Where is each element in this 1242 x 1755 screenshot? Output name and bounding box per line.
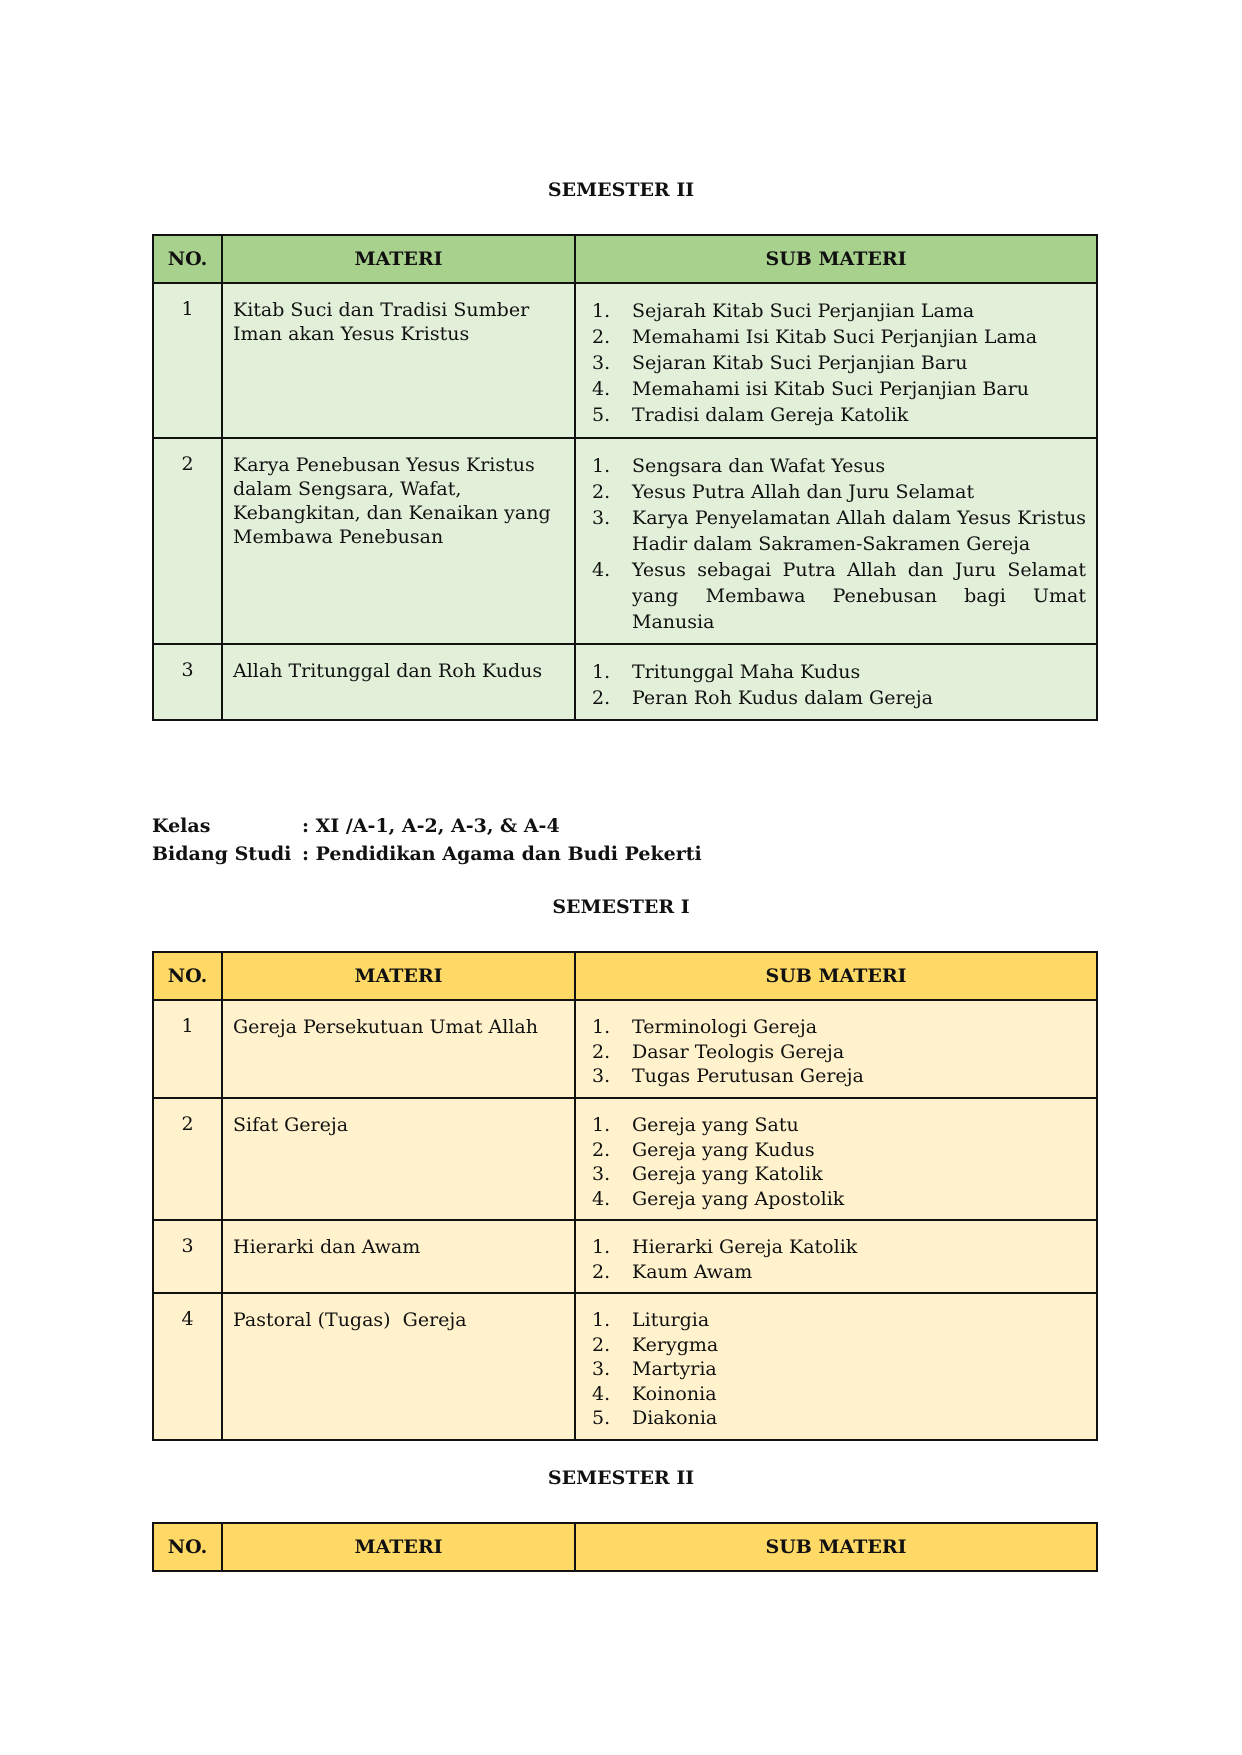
kelas-value: : XI /A-1, A-2, A-3, & A-4 xyxy=(302,815,560,837)
table-row xyxy=(153,283,1097,438)
list-item: 2. Kerygma xyxy=(592,1333,719,1356)
materi-cell: Karya Penebusan Yesus Kristus dalam Sengsara, Wafat, Kebangkitan, dan Kenaikan yang Membawa Penebusan xyxy=(222,438,575,644)
sub-materi-list xyxy=(590,1235,1086,1284)
list-item: 4. Yesus sebagai Putra Allah dan Juru Selamat yang Membawa Penebusan bagi Umat Manusia xyxy=(592,559,1086,633)
row-number: 2 xyxy=(153,1098,222,1220)
row-number: 1 xyxy=(153,1000,222,1098)
row-number: 1 xyxy=(153,283,222,438)
table-header-row xyxy=(153,1523,1097,1571)
sub-materi-list xyxy=(590,659,1086,711)
list-item: 1. Sengsara dan Wafat Yesus xyxy=(592,455,886,477)
sub-materi-cell xyxy=(575,283,1097,438)
list-item: 2. Dasar Teologis Gereja xyxy=(592,1040,845,1063)
class-info xyxy=(152,812,702,868)
table-row xyxy=(153,644,1097,720)
list-item: 5. Diakonia xyxy=(592,1407,718,1429)
sub-materi-cell xyxy=(575,644,1097,720)
header-no: NO. xyxy=(153,235,222,283)
materi-cell: Sifat Gereja xyxy=(222,1098,575,1220)
header-sub-materi: SUB MATERI xyxy=(575,952,1097,1000)
sub-materi-list xyxy=(590,298,1086,428)
materi-cell: Hierarki dan Awam xyxy=(222,1220,575,1293)
bidang-studi-value: : Pendidikan Agama dan Budi Pekerti xyxy=(302,843,702,865)
header-sub-materi: SUB MATERI xyxy=(575,1523,1097,1571)
list-item: 2. Peran Roh Kudus dalam Gereja xyxy=(592,687,934,709)
row-number: 4 xyxy=(153,1293,222,1440)
list-item: 3. Gereja yang Katolik xyxy=(592,1163,823,1185)
materi-cell: Kitab Suci dan Tradisi Sumber Iman akan Yesus Kristus xyxy=(222,283,575,438)
materi-cell: Gereja Persekutuan Umat Allah xyxy=(222,1000,575,1098)
sub-materi-cell xyxy=(575,1098,1097,1220)
materi-cell: Allah Tritunggal dan Roh Kudus xyxy=(222,644,575,720)
row-number: 3 xyxy=(153,644,222,720)
kelas-row xyxy=(152,812,702,840)
list-item: 3. Karya Penyelamatan Allah dalam Yesus Kristus Hadir dalam Sakramen-Sakramen Gereja xyxy=(592,507,1086,555)
list-item: 3. Martyria xyxy=(592,1358,717,1380)
table-header-row xyxy=(153,235,1097,283)
table-row xyxy=(153,1098,1097,1220)
bidang-studi-row xyxy=(152,840,702,868)
table-row xyxy=(153,438,1097,644)
sub-materi-cell xyxy=(575,438,1097,644)
sub-materi-list xyxy=(590,1113,1086,1211)
semester-title-2: SEMESTER II xyxy=(547,179,695,201)
list-item: 4. Gereja yang Apostolik xyxy=(592,1187,845,1210)
bidang-studi-label: Bidang Studi xyxy=(152,843,292,865)
sub-materi-list xyxy=(590,1308,1086,1431)
sub-materi-cell xyxy=(575,1293,1097,1440)
list-item: 5. Tradisi dalam Gereja Katolik xyxy=(592,404,909,426)
semester-title-1: SEMESTER I xyxy=(552,896,690,918)
header-materi: MATERI xyxy=(222,1523,575,1571)
list-item: 1. Sejarah Kitab Suci Perjanjian Lama xyxy=(592,300,975,322)
sub-materi-list xyxy=(590,453,1086,635)
list-item: 2. Yesus Putra Allah dan Juru Selamat xyxy=(592,481,975,503)
curriculum-table-semester-1 xyxy=(152,951,1098,1441)
table-row xyxy=(153,1000,1097,1098)
row-number: 3 xyxy=(153,1220,222,1293)
header-sub-materi: SUB MATERI xyxy=(575,235,1097,283)
list-item: 3. Tugas Perutusan Gereja xyxy=(592,1065,864,1087)
list-item: 4. Koinonia xyxy=(592,1382,717,1405)
table-header-row xyxy=(153,952,1097,1000)
header-no: NO. xyxy=(153,952,222,1000)
semester-title-2b: SEMESTER II xyxy=(547,1467,695,1489)
sub-materi-cell xyxy=(575,1220,1097,1293)
list-item: 2. Kaum Awam xyxy=(592,1260,753,1283)
list-item: 3. Sejaran Kitab Suci Perjanjian Baru xyxy=(592,352,968,374)
header-no: NO. xyxy=(153,1523,222,1571)
curriculum-table-semester-2 xyxy=(152,234,1098,721)
materi-cell: Pastoral (Tugas) Gereja xyxy=(222,1293,575,1440)
kelas-label: Kelas xyxy=(152,815,211,837)
header-materi: MATERI xyxy=(222,952,575,1000)
list-item: 2. Memahami Isi Kitab Suci Perjanjian Lama xyxy=(592,326,1038,348)
curriculum-table-semester-2b xyxy=(152,1522,1098,1572)
header-materi: MATERI xyxy=(222,235,575,283)
sub-materi-list xyxy=(590,1015,1086,1089)
list-item: 1. Hierarki Gereja Katolik xyxy=(592,1236,858,1258)
list-item: 1. Gereja yang Satu xyxy=(592,1114,799,1136)
table-row xyxy=(153,1293,1097,1440)
sub-materi-cell xyxy=(575,1000,1097,1098)
row-number: 2 xyxy=(153,438,222,644)
table-row xyxy=(153,1220,1097,1293)
list-item: 1. Tritunggal Maha Kudus xyxy=(592,661,861,683)
list-item: 1. Liturgia xyxy=(592,1309,710,1331)
list-item: 4. Memahami isi Kitab Suci Perjanjian Baru xyxy=(592,378,1030,400)
list-item: 2. Gereja yang Kudus xyxy=(592,1138,815,1161)
list-item: 1. Terminologi Gereja xyxy=(592,1016,818,1038)
